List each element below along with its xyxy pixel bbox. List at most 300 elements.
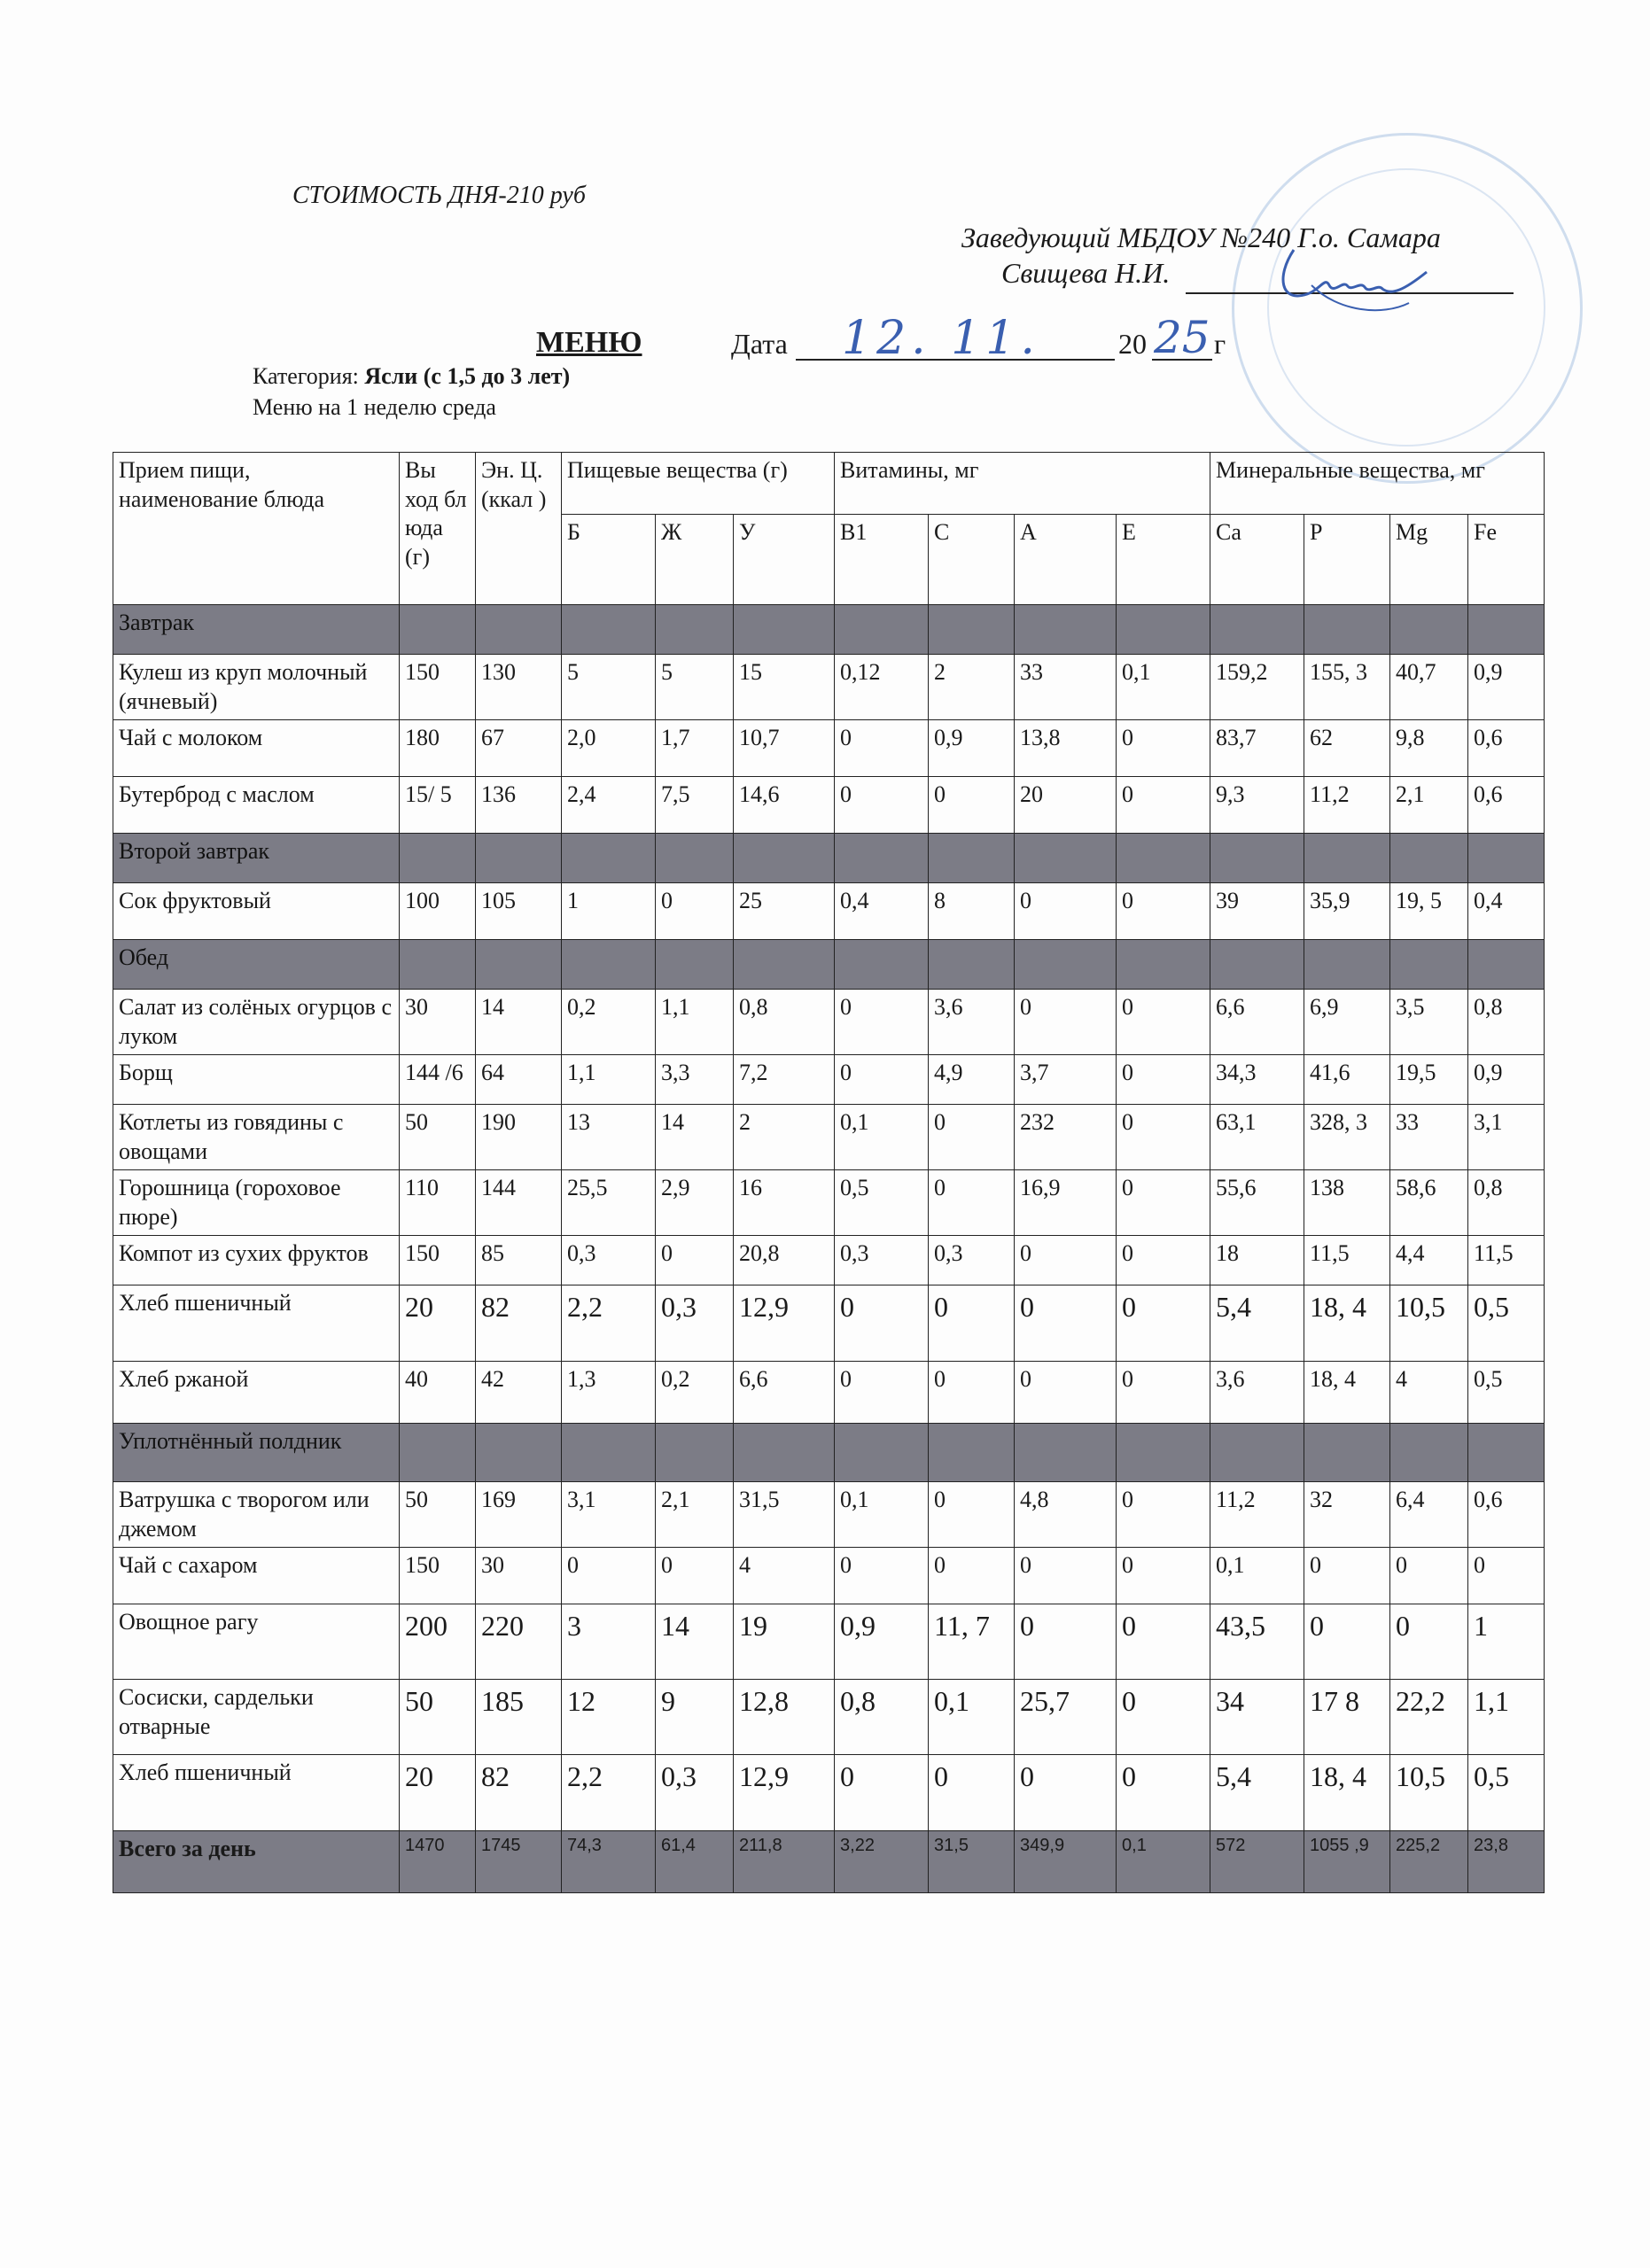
- value-cell: 100: [400, 883, 476, 940]
- header-energy: Эн. Ц. (ккал ): [476, 453, 562, 605]
- year-prefix: 20: [1118, 328, 1147, 360]
- value-cell: 180: [400, 720, 476, 777]
- value-cell: 144 /6: [400, 1055, 476, 1105]
- total-row: [113, 1831, 1545, 1893]
- value-cell: 0,3: [656, 1755, 734, 1831]
- section-filler-cell: [476, 834, 562, 883]
- value-cell: 4,4: [1390, 1236, 1468, 1285]
- value-cell: 19, 5: [1390, 883, 1468, 940]
- dish-name: Салат из солёных огурцов с луком: [113, 990, 400, 1055]
- value-cell: 1: [562, 883, 656, 940]
- dish-name: Чай с сахаром: [113, 1548, 400, 1604]
- value-cell: 159,2: [1210, 655, 1304, 720]
- dish-name: Сок фруктовый: [113, 883, 400, 940]
- table-row: [113, 1604, 1545, 1680]
- dish-name: Горошница (гороховое пюре): [113, 1170, 400, 1236]
- value-cell: 11, 7: [929, 1604, 1015, 1680]
- section-row: [113, 940, 1545, 990]
- dish-name: Компот из сухих фруктов: [113, 1236, 400, 1285]
- value-cell: 6,9: [1304, 990, 1390, 1055]
- section-filler-cell: [929, 940, 1015, 990]
- value-cell: 0,6: [1468, 720, 1545, 777]
- value-cell: 1: [1468, 1604, 1545, 1680]
- value-cell: 0: [1117, 1482, 1210, 1548]
- section-filler-cell: [1210, 940, 1304, 990]
- value-cell: 2,2: [562, 1755, 656, 1831]
- value-cell: 0: [929, 777, 1015, 834]
- value-cell: 22,2: [1390, 1680, 1468, 1755]
- value-cell: 2,0: [562, 720, 656, 777]
- table-row: [113, 1548, 1545, 1604]
- value-cell: 0: [1304, 1604, 1390, 1680]
- total-cell: 0,1: [1117, 1831, 1210, 1893]
- table-row: [113, 1680, 1545, 1755]
- sub-fat: Ж: [656, 515, 734, 605]
- section-filler-cell: [734, 834, 835, 883]
- table-row: [113, 655, 1545, 720]
- value-cell: 9,8: [1390, 720, 1468, 777]
- value-cell: 5: [656, 655, 734, 720]
- value-cell: 1,7: [656, 720, 734, 777]
- section-filler-cell: [1015, 834, 1117, 883]
- value-cell: 4,8: [1015, 1482, 1117, 1548]
- sub-carbs: У: [734, 515, 835, 605]
- value-cell: 0: [929, 1548, 1015, 1604]
- value-cell: 15/ 5: [400, 777, 476, 834]
- sub-a: А: [1015, 515, 1117, 605]
- value-cell: 3,1: [1468, 1105, 1545, 1170]
- value-cell: 55,6: [1210, 1170, 1304, 1236]
- value-cell: 2,2: [562, 1285, 656, 1362]
- value-cell: 0: [1117, 1105, 1210, 1170]
- value-cell: 62: [1304, 720, 1390, 777]
- total-label: Всего за день: [113, 1831, 400, 1893]
- table-row: [113, 1362, 1545, 1424]
- sub-protein: Б: [562, 515, 656, 605]
- value-cell: 0,2: [562, 990, 656, 1055]
- total-cell: 1470: [400, 1831, 476, 1893]
- value-cell: 1,1: [656, 990, 734, 1055]
- section-filler-cell: [1210, 605, 1304, 655]
- value-cell: 0: [656, 1548, 734, 1604]
- total-cell: 31,5: [929, 1831, 1015, 1893]
- section-filler-cell: [1117, 940, 1210, 990]
- value-cell: 10,7: [734, 720, 835, 777]
- value-cell: 2: [734, 1105, 835, 1170]
- section-filler-cell: [835, 1424, 929, 1482]
- signature-icon: [1258, 241, 1444, 321]
- value-cell: 0: [835, 1285, 929, 1362]
- value-cell: 150: [400, 655, 476, 720]
- section-filler-cell: [562, 834, 656, 883]
- value-cell: 0: [835, 1755, 929, 1831]
- value-cell: 20: [1015, 777, 1117, 834]
- value-cell: 40: [400, 1362, 476, 1424]
- value-cell: 0: [835, 777, 929, 834]
- value-cell: 32: [1304, 1482, 1390, 1548]
- value-cell: 0: [562, 1548, 656, 1604]
- value-cell: 0,5: [1468, 1285, 1545, 1362]
- value-cell: 0: [1117, 1170, 1210, 1236]
- value-cell: 11,2: [1304, 777, 1390, 834]
- header-nutrients: Пищевые вещества (г): [562, 453, 835, 515]
- value-cell: 0: [1117, 1362, 1210, 1424]
- value-cell: 0: [835, 990, 929, 1055]
- value-cell: 130: [476, 655, 562, 720]
- value-cell: 41,6: [1304, 1055, 1390, 1105]
- value-cell: 63,1: [1210, 1105, 1304, 1170]
- dish-name: Овощное рагу: [113, 1604, 400, 1680]
- date-label: Дата: [731, 328, 788, 360]
- value-cell: 0,4: [1468, 883, 1545, 940]
- value-cell: 5,4: [1210, 1755, 1304, 1831]
- value-cell: 83,7: [1210, 720, 1304, 777]
- value-cell: 0,8: [835, 1680, 929, 1755]
- value-cell: 3,3: [656, 1055, 734, 1105]
- value-cell: 0: [835, 1362, 929, 1424]
- value-cell: 0: [1015, 1548, 1117, 1604]
- value-cell: 0,5: [1468, 1755, 1545, 1831]
- value-cell: 25: [734, 883, 835, 940]
- table-row: [113, 1236, 1545, 1285]
- section-filler-cell: [1468, 834, 1545, 883]
- value-cell: 220: [476, 1604, 562, 1680]
- value-cell: 4: [734, 1548, 835, 1604]
- value-cell: 40,7: [1390, 655, 1468, 720]
- value-cell: 19,5: [1390, 1055, 1468, 1105]
- section-filler-cell: [400, 605, 476, 655]
- value-cell: 3,6: [929, 990, 1015, 1055]
- section-filler-cell: [1015, 605, 1117, 655]
- section-filler-cell: [929, 605, 1015, 655]
- value-cell: 3,5: [1390, 990, 1468, 1055]
- value-cell: 0,1: [929, 1680, 1015, 1755]
- section-filler-cell: [1304, 940, 1390, 990]
- section-name: Второй завтрак: [113, 834, 400, 883]
- value-cell: 11,5: [1304, 1236, 1390, 1285]
- value-cell: 0: [1117, 1285, 1210, 1362]
- value-cell: 0: [1117, 883, 1210, 940]
- value-cell: 0: [1117, 720, 1210, 777]
- table-row: [113, 720, 1545, 777]
- value-cell: 35,9: [1304, 883, 1390, 940]
- value-cell: 0: [929, 1755, 1015, 1831]
- value-cell: 12: [562, 1680, 656, 1755]
- value-cell: 232: [1015, 1105, 1117, 1170]
- value-cell: 0,8: [1468, 990, 1545, 1055]
- value-cell: 50: [400, 1105, 476, 1170]
- section-filler-cell: [400, 940, 476, 990]
- value-cell: 3: [562, 1604, 656, 1680]
- sub-p: P: [1304, 515, 1390, 605]
- approval-title: Заведующий МБДОУ №240 Г.о. Самара: [961, 221, 1441, 253]
- value-cell: 25,5: [562, 1170, 656, 1236]
- section-filler-cell: [1117, 1424, 1210, 1482]
- value-cell: 18, 4: [1304, 1285, 1390, 1362]
- value-cell: 155, 3: [1304, 655, 1390, 720]
- section-filler-cell: [1304, 1424, 1390, 1482]
- value-cell: 0: [656, 883, 734, 940]
- value-cell: 6,6: [734, 1362, 835, 1424]
- section-filler-cell: [1468, 1424, 1545, 1482]
- value-cell: 33: [1390, 1105, 1468, 1170]
- section-filler-cell: [734, 940, 835, 990]
- table-row: [113, 1055, 1545, 1105]
- value-cell: 150: [400, 1236, 476, 1285]
- dish-name: Ватрушка с творогом или джемом: [113, 1482, 400, 1548]
- section-filler-cell: [1117, 605, 1210, 655]
- section-filler-cell: [1210, 834, 1304, 883]
- value-cell: 19: [734, 1604, 835, 1680]
- value-cell: 13: [562, 1105, 656, 1170]
- value-cell: 0,5: [835, 1170, 929, 1236]
- value-cell: 0,3: [562, 1236, 656, 1285]
- value-cell: 190: [476, 1105, 562, 1170]
- value-cell: 0: [929, 1285, 1015, 1362]
- dish-name: Чай с молоком: [113, 720, 400, 777]
- dish-name: Хлеб пшеничный: [113, 1285, 400, 1362]
- value-cell: 0: [929, 1482, 1015, 1548]
- value-cell: 2,4: [562, 777, 656, 834]
- category-value: Ясли (с 1,5 до 3 лет): [364, 363, 571, 389]
- year-value: 25: [1154, 312, 1210, 363]
- value-cell: 50: [400, 1680, 476, 1755]
- value-cell: 0: [1117, 1548, 1210, 1604]
- value-cell: 25,7: [1015, 1680, 1117, 1755]
- value-cell: 10,5: [1390, 1755, 1468, 1831]
- date-value: 12. 11.: [842, 312, 1040, 365]
- menu-title: МЕНЮ: [536, 326, 642, 359]
- value-cell: 0: [1390, 1604, 1468, 1680]
- value-cell: 3,6: [1210, 1362, 1304, 1424]
- value-cell: 0: [1390, 1548, 1468, 1604]
- value-cell: 0: [1015, 883, 1117, 940]
- dish-name: Борщ: [113, 1055, 400, 1105]
- value-cell: 4: [1390, 1362, 1468, 1424]
- value-cell: 0: [1015, 1285, 1117, 1362]
- total-cell: 211,8: [734, 1831, 835, 1893]
- value-cell: 13,8: [1015, 720, 1117, 777]
- header-minerals: Минеральные вещества, мг: [1210, 453, 1545, 515]
- total-cell: 61,4: [656, 1831, 734, 1893]
- value-cell: 0: [835, 720, 929, 777]
- value-cell: 150: [400, 1548, 476, 1604]
- section-filler-cell: [656, 605, 734, 655]
- dish-name: Кулеш из круп молочный (ячневый): [113, 655, 400, 720]
- section-filler-cell: [734, 605, 835, 655]
- value-cell: 33: [1015, 655, 1117, 720]
- section-filler-cell: [835, 940, 929, 990]
- section-name: Обед: [113, 940, 400, 990]
- value-cell: 82: [476, 1755, 562, 1831]
- value-cell: 34,3: [1210, 1055, 1304, 1105]
- section-filler-cell: [1210, 1424, 1304, 1482]
- value-cell: 12,8: [734, 1680, 835, 1755]
- sub-c: С: [929, 515, 1015, 605]
- total-cell: 349,9: [1015, 1831, 1117, 1893]
- section-filler-cell: [562, 1424, 656, 1482]
- section-filler-cell: [1468, 605, 1545, 655]
- value-cell: 0: [1117, 1604, 1210, 1680]
- approval-name: Свищева Н.И.: [1001, 257, 1171, 289]
- value-cell: 12,9: [734, 1755, 835, 1831]
- section-filler-cell: [476, 1424, 562, 1482]
- table-row: [113, 883, 1545, 940]
- value-cell: 0,3: [656, 1285, 734, 1362]
- value-cell: 0,3: [835, 1236, 929, 1285]
- total-cell: 572: [1210, 1831, 1304, 1893]
- value-cell: 14: [476, 990, 562, 1055]
- section-filler-cell: [1390, 834, 1468, 883]
- table-row: [113, 1170, 1545, 1236]
- section-filler-cell: [476, 940, 562, 990]
- value-cell: 2: [929, 655, 1015, 720]
- value-cell: 85: [476, 1236, 562, 1285]
- value-cell: 20: [400, 1755, 476, 1831]
- sub-fe: Fe: [1468, 515, 1545, 605]
- value-cell: 30: [400, 990, 476, 1055]
- section-filler-cell: [929, 1424, 1015, 1482]
- section-filler-cell: [835, 834, 929, 883]
- section-filler-cell: [1304, 834, 1390, 883]
- value-cell: 7,5: [656, 777, 734, 834]
- total-cell: 74,3: [562, 1831, 656, 1893]
- value-cell: 0: [1015, 1604, 1117, 1680]
- value-cell: 0,4: [835, 883, 929, 940]
- value-cell: 43,5: [1210, 1604, 1304, 1680]
- value-cell: 2,9: [656, 1170, 734, 1236]
- value-cell: 12,9: [734, 1285, 835, 1362]
- value-cell: 7,2: [734, 1055, 835, 1105]
- section-filler-cell: [400, 834, 476, 883]
- value-cell: 20,8: [734, 1236, 835, 1285]
- value-cell: 3,7: [1015, 1055, 1117, 1105]
- section-filler-cell: [476, 605, 562, 655]
- section-row: [113, 1424, 1545, 1482]
- section-filler-cell: [1468, 940, 1545, 990]
- value-cell: 328, 3: [1304, 1105, 1390, 1170]
- value-cell: 0: [1468, 1548, 1545, 1604]
- value-cell: 0: [1117, 1755, 1210, 1831]
- value-cell: 20: [400, 1285, 476, 1362]
- value-cell: 0,9: [929, 720, 1015, 777]
- dish-name: Хлеб пшеничный: [113, 1755, 400, 1831]
- year-suffix: г: [1214, 328, 1226, 360]
- section-filler-cell: [835, 605, 929, 655]
- total-cell: 225,2: [1390, 1831, 1468, 1893]
- header-dish: Прием пищи, наименование блюда: [113, 453, 400, 605]
- value-cell: 0,6: [1468, 777, 1545, 834]
- sub-mg: Mg: [1390, 515, 1468, 605]
- value-cell: 5,4: [1210, 1285, 1304, 1362]
- value-cell: 82: [476, 1285, 562, 1362]
- table-row: [113, 1105, 1545, 1170]
- dish-name: Сосиски, сардельки отварные: [113, 1680, 400, 1755]
- table-row: [113, 1755, 1545, 1831]
- value-cell: 42: [476, 1362, 562, 1424]
- value-cell: 67: [476, 720, 562, 777]
- section-filler-cell: [1390, 940, 1468, 990]
- total-cell: 1745: [476, 1831, 562, 1893]
- sub-ca: Ca: [1210, 515, 1304, 605]
- value-cell: 0,1: [835, 1482, 929, 1548]
- section-filler-cell: [656, 834, 734, 883]
- value-cell: 14: [656, 1604, 734, 1680]
- menu-table: [113, 452, 1545, 1893]
- value-cell: 16,9: [1015, 1170, 1117, 1236]
- section-filler-cell: [1390, 605, 1468, 655]
- table-row: [113, 990, 1545, 1055]
- value-cell: 9: [656, 1680, 734, 1755]
- dish-name: Хлеб ржаной: [113, 1362, 400, 1424]
- value-cell: 11,5: [1468, 1236, 1545, 1285]
- section-row: [113, 605, 1545, 655]
- value-cell: 30: [476, 1548, 562, 1604]
- value-cell: 0,1: [835, 1105, 929, 1170]
- value-cell: 0,12: [835, 655, 929, 720]
- value-cell: 0: [929, 1362, 1015, 1424]
- value-cell: 2,1: [656, 1482, 734, 1548]
- value-cell: 18, 4: [1304, 1362, 1390, 1424]
- value-cell: 0,5: [1468, 1362, 1545, 1424]
- header-vitamins: Витамины, мг: [835, 453, 1210, 515]
- sub-b1: В1: [835, 515, 929, 605]
- value-cell: 0: [1304, 1548, 1390, 1604]
- value-cell: 10,5: [1390, 1285, 1468, 1362]
- total-cell: 23,8: [1468, 1831, 1545, 1893]
- dish-name: Бутерброд с маслом: [113, 777, 400, 834]
- value-cell: 0,9: [1468, 1055, 1545, 1105]
- dish-name: Котлеты из говядины с овощами: [113, 1105, 400, 1170]
- value-cell: 4,9: [929, 1055, 1015, 1105]
- value-cell: 1,1: [1468, 1680, 1545, 1755]
- value-cell: 0: [929, 1170, 1015, 1236]
- total-cell: 1055 ,9: [1304, 1831, 1390, 1893]
- section-filler-cell: [734, 1424, 835, 1482]
- value-cell: 0,6: [1468, 1482, 1545, 1548]
- section-filler-cell: [656, 940, 734, 990]
- section-filler-cell: [656, 1424, 734, 1482]
- value-cell: 0,2: [656, 1362, 734, 1424]
- value-cell: 0: [1117, 777, 1210, 834]
- value-cell: 0,9: [835, 1604, 929, 1680]
- value-cell: 0,1: [1117, 655, 1210, 720]
- value-cell: 17 8: [1304, 1680, 1390, 1755]
- value-cell: 138: [1304, 1170, 1390, 1236]
- sub-e: Е: [1117, 515, 1210, 605]
- section-filler-cell: [562, 605, 656, 655]
- value-cell: 110: [400, 1170, 476, 1236]
- value-cell: 3,1: [562, 1482, 656, 1548]
- section-name: Уплотнённый полдник: [113, 1424, 400, 1482]
- value-cell: 1,3: [562, 1362, 656, 1424]
- value-cell: 18, 4: [1304, 1755, 1390, 1831]
- value-cell: 0,3: [929, 1236, 1015, 1285]
- value-cell: 0: [1015, 1362, 1117, 1424]
- value-cell: 31,5: [734, 1482, 835, 1548]
- value-cell: 11,2: [1210, 1482, 1304, 1548]
- day-cost: СТОИМОСТЬ ДНЯ-210 руб: [292, 182, 586, 209]
- value-cell: 0: [1117, 990, 1210, 1055]
- section-row: [113, 834, 1545, 883]
- value-cell: 169: [476, 1482, 562, 1548]
- value-cell: 58,6: [1390, 1170, 1468, 1236]
- section-filler-cell: [1015, 940, 1117, 990]
- value-cell: 200: [400, 1604, 476, 1680]
- week-label: Меню на 1 неделю среда: [253, 394, 496, 420]
- section-filler-cell: [562, 940, 656, 990]
- section-filler-cell: [929, 834, 1015, 883]
